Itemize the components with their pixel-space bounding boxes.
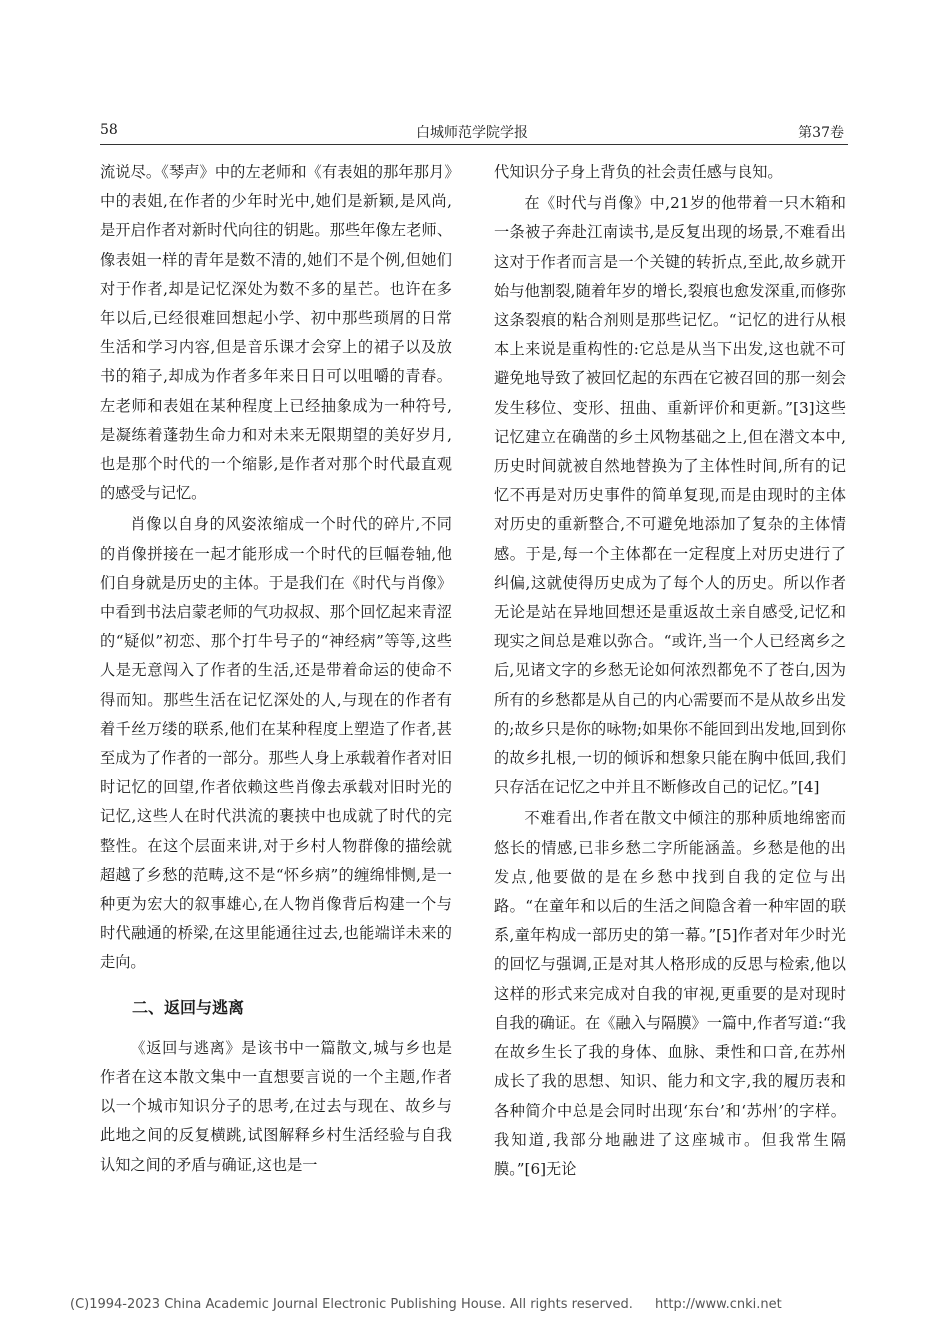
paragraph: 不难看出,作者在散文中倾注的那种质地绵密而悠长的情感,已非乡愁二字所能涵盖。乡愁是他的出发点,他要做的是在乡愁中找到自我的定位与出路。“在童年和以后的生活之间隐含着一种牢固的联系,童年构成一部历史的第一幕。”[5]作者对年少时光的回忆与强调,正是对其人格形成的反思与检索,他以这样的形式来完成对自我的审视,更重要的是对现时自我的确证。在《融入与隔膜》一篇中,作者写道:“我在故乡生长了我的身体、血脉、秉性和口音,在苏州成长了我的思想、知识、能力和文字,我的履历表和各种简介中总是会同时出现‘东台’和‘苏州’的字样。我知道,我部分地融进了这座城市。但我常生隔膜。”[6]无论 xyxy=(494,809,846,1178)
paragraph: 代知识分子身上背负的社会责任感与良知。 xyxy=(494,163,783,181)
footer-url[interactable]: http://www.cnki.net xyxy=(655,1297,782,1312)
left-column xyxy=(100,158,452,1182)
right-column xyxy=(494,158,846,1186)
paragraph: 流说尽。《琴声》中的左老师和《有表姐的那年那月》中的表姐,在作者的少年时光中,她们是新颖,是风尚,是开启作者对新时代向往的钥匙。那些年像左老师、像表姐一样的青年是数不清的,她们不是个例,但她们对于作者,却是记忆深处为数不多的星芒。也许在多年以后,已经很难回想起小学、初中那些琐屑的日常生活和学习内容,但是音乐课才会穿上的裙子以及放书的箱子,却成为作者多年来日日可以咀嚼的青春。左老师和表姐在某种程度上已经抽象成为一种符号,是凝练着蓬勃生命力和对未来无限期望的美好岁月,也是那个时代的一个缩影,是作者对那个时代最直观的感受与记忆。 xyxy=(100,163,452,503)
page-number: 58 xyxy=(100,122,118,138)
volume-label: 第37卷 xyxy=(798,125,844,141)
section-heading: 二、返回与逃离 xyxy=(132,997,245,1017)
header-divider xyxy=(100,144,848,145)
paragraph: 在《时代与肖像》中,21岁的他带着一只木箱和一条被子奔赴江南读书,是反复出现的场景,不难看出这对于作者而言是一个关键的转折点,至此,故乡就开始与他割裂,随着年岁的增长,裂痕也愈发深重,而修弥这条裂痕的粘合剂则是那些记忆。“记忆的进行从根本上来说是重构性的:它总是从当下出发,这也就不可避免地导致了被回忆起的东西在它被召回的那一刻会发生移位、变形、扭曲、重新评价和更新。”[3]这些记忆建立在确凿的乡土风物基础之上,但在潜文本中,历史时间就被自然地替换为了主体性时间,所有的记忆不再是对历史事件的简单复现,而是由现时的主体对历史的重新整合,不可避免地添加了复杂的主体情感。于是,每一个主体都在一定程度上对历史进行了纠偏,这就使得历史成为了每个人的历史。所以作者无论是站在异地回想还是重返故土亲自感受,记忆和现实之间总是难以弥合。“或许,当一个人已经离乡之后,见诸文字的乡愁无论如何浓烈都免不了苍白,因为所有的乡愁都是从自己的内心需要而不是从故乡出发的;故乡只是你的咏物;如果你不能回到出发地,回到你的故乡扎根,一切的倾诉和想象只能在胸中低回,我们只存活在记忆之中并且不断修改自己的记忆。”[4] xyxy=(494,194,846,797)
copyright-text: (C)1994-2023 China Academic Journal Electronic Publishing House. All rights reserved. xyxy=(70,1297,633,1312)
page-header xyxy=(100,122,844,144)
copyright-footer xyxy=(70,1297,830,1312)
journal-title: 白城师范学院学报 xyxy=(416,125,528,141)
paragraph: 《返回与逃离》是该书中一篇散文,城与乡也是作者在这本散文集中一直想要言说的一个主题,作者以一个城市知识分子的思考,在过去与现在、故乡与此地之间的反复横跳,试图解释乡村生活经验与自我认知之间的矛盾与确证,这也是一 xyxy=(100,1038,452,1174)
paragraph: 肖像以自身的风姿浓缩成一个时代的碎片,不同的肖像拼接在一起才能形成一个时代的巨幅卷轴,他们自身就是历史的主体。于是我们在《时代与肖像》中看到书法启蒙老师的气功叔叔、那个回忆起来青涩的“疑似”初恋、那个打牛号子的“神经病”等等,这些人是无意闯入了作者的生活,还是带着命运的使命不得而知。那些生活在记忆深处的人,与现在的作者有着千丝万缕的联系,他们在某种程度上塑造了作者,甚至成为了作者的一部分。那些人身上承载着作者对旧时记忆的回望,作者依赖这些肖像去承载对旧时光的记忆,这些人在时代洪流的裹挟中也成就了时代的完整性。在这个层面来讲,对于乡村人物群像的描绘就超越了乡愁的范畴,这不是“怀乡病”的缠绵悱恻,是一种更为宏大的叙事雄心,在人物肖像背后构建一个与时代融通的桥梁,在这里能通往过去,也能端详未来的走向。 xyxy=(100,515,452,972)
